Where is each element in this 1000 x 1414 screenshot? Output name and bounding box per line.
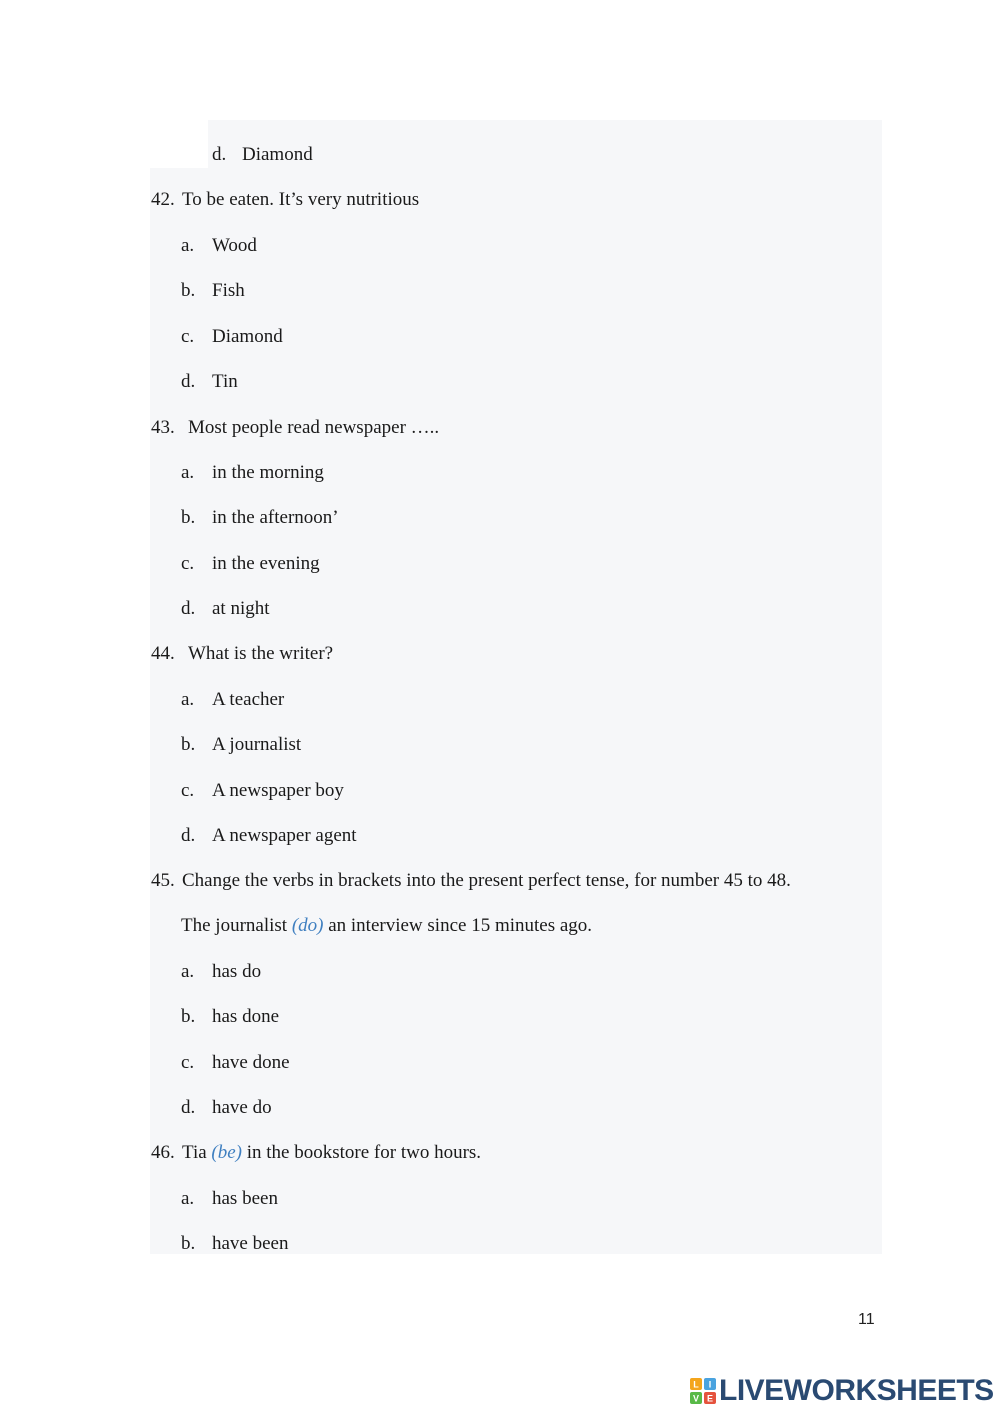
option-letter: c. [181, 326, 195, 347]
option-letter: d. [181, 825, 196, 846]
option-text: Tin [212, 371, 238, 392]
question-text: To be eaten. It’s very nutritious [182, 189, 420, 210]
option-letter: d. [212, 144, 227, 165]
option-text: have done [212, 1052, 290, 1073]
q44-option-b[interactable] [181, 733, 301, 757]
option-text: at night [212, 598, 270, 619]
q42-option-a[interactable] [181, 234, 257, 258]
q41-option-d[interactable] [212, 143, 313, 167]
q42-option-b[interactable] [181, 279, 245, 303]
q45-option-a[interactable] [181, 960, 261, 984]
option-letter: d. [181, 371, 196, 392]
sentence-after: an interview since 15 minutes ago. [328, 915, 593, 936]
option-letter: a. [181, 462, 195, 483]
option-text: Diamond [242, 144, 313, 165]
q44-stem [151, 642, 333, 666]
option-letter: c. [181, 780, 195, 801]
option-letter: b. [181, 507, 196, 528]
q43-option-a[interactable] [181, 461, 324, 485]
question-number: 43. [151, 417, 175, 438]
option-letter: b. [181, 1006, 196, 1027]
q46-stem [151, 1141, 481, 1165]
q42-stem [151, 188, 419, 212]
page-number: 11 [858, 1311, 875, 1328]
q45-option-c[interactable] [181, 1051, 290, 1075]
brand-name: LIVEWORKSHEETS [719, 1374, 994, 1407]
svg-text:V: V [692, 1393, 700, 1404]
sentence-before: Tia [182, 1142, 207, 1163]
option-text: A journalist [212, 734, 302, 755]
option-text: has been [212, 1188, 278, 1209]
q46-option-b[interactable] [181, 1232, 288, 1256]
q44-option-a[interactable] [181, 688, 284, 712]
option-text: Fish [212, 280, 245, 301]
option-text: have been [212, 1233, 289, 1254]
option-letter: d. [181, 1097, 196, 1118]
option-letter: a. [181, 235, 195, 256]
option-letter: c. [181, 1052, 195, 1073]
option-text: Diamond [212, 326, 283, 347]
option-letter: b. [181, 1233, 196, 1254]
sentence-after: in the bookstore for two hours. [246, 1142, 482, 1163]
question-text: Most people read newspaper ….. [188, 417, 440, 438]
question-number: 44. [151, 643, 175, 664]
q45-instruction [151, 869, 791, 893]
q45-option-d[interactable] [181, 1096, 272, 1120]
option-letter: a. [181, 961, 195, 982]
q45-sentence [181, 914, 592, 938]
svg-text:I: I [708, 1379, 712, 1390]
option-text: has do [212, 961, 262, 982]
q43-option-c[interactable] [181, 552, 320, 576]
instruction-text: Change the verbs in brackets into the present perfect tense, for number 45 to 48. [182, 870, 791, 891]
option-text: have do [212, 1097, 272, 1118]
question-number: 46. [151, 1142, 175, 1163]
option-letter: a. [181, 689, 195, 710]
option-text: A newspaper boy [212, 780, 344, 801]
option-text: in the evening [212, 553, 320, 574]
q44-option-d[interactable] [181, 824, 357, 848]
option-text: in the afternoon’ [212, 507, 339, 528]
option-text: A teacher [212, 689, 285, 710]
q42-option-c[interactable] [181, 325, 283, 349]
option-text: A newspaper agent [212, 825, 357, 846]
option-text: in the morning [212, 462, 324, 483]
verb-hint: (do) [291, 915, 324, 936]
q43-option-d[interactable] [181, 597, 270, 621]
q44-option-c[interactable] [181, 779, 344, 803]
verb-hint: (be) [211, 1142, 242, 1163]
question-number: 42. [151, 189, 175, 210]
live-logo-icon [690, 1378, 716, 1404]
sentence-before: The journalist [181, 915, 288, 936]
q42-option-d[interactable] [181, 370, 238, 394]
svg-text:E: E [706, 1393, 714, 1404]
option-text: has done [212, 1006, 280, 1027]
question-number: 45. [151, 870, 175, 891]
q43-option-b[interactable] [181, 506, 339, 530]
option-text: Wood [212, 235, 257, 256]
svg-text:L: L [693, 1379, 699, 1390]
option-letter: a. [181, 1188, 195, 1209]
liveworksheets-logo [690, 1374, 994, 1408]
option-letter: c. [181, 553, 195, 574]
q45-option-b[interactable] [181, 1005, 279, 1029]
option-letter: b. [181, 280, 196, 301]
option-letter: b. [181, 734, 196, 755]
option-letter: d. [181, 598, 196, 619]
q46-option-a[interactable] [181, 1187, 278, 1211]
question-text: What is the writer? [188, 643, 334, 664]
q43-stem [151, 416, 439, 440]
